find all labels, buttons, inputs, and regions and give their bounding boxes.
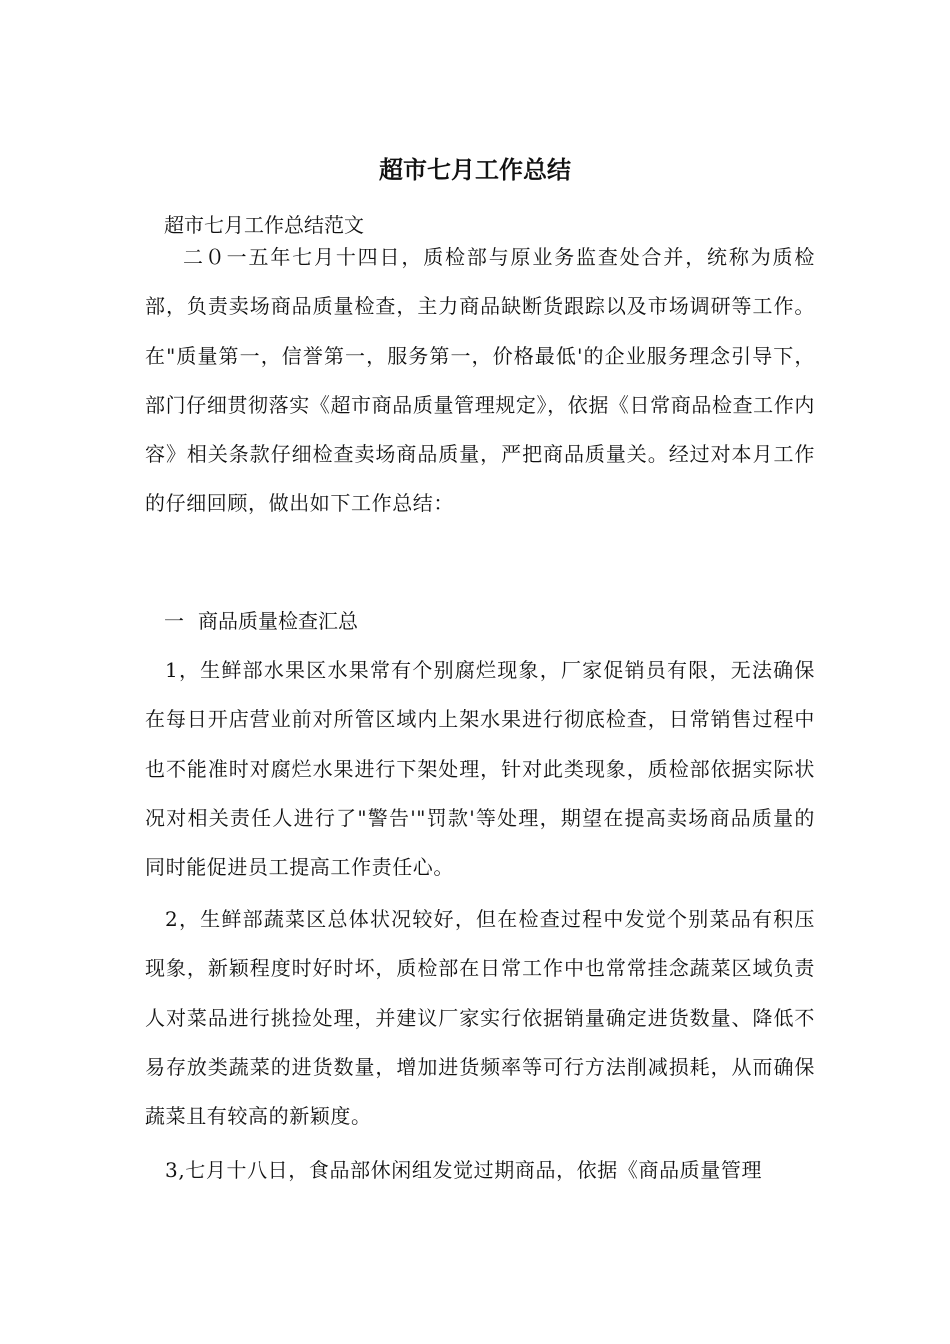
document-title: 超市七月工作总结: [379, 156, 571, 184]
list-item: 1，生鲜部水果区水果常有个别腐烂现象，厂家促销员有限，无法确保在每日开店营业前对所管区域内上架水果进行彻底检查，日常销售过程中也不能准时对腐烂水果进行下架处理，针对此类现象，质检部依据实际状况对相关责任人进行了"警告'"罚款'等处理，期望在提高卖场商品质量的同时能促进员工提高工作责任心。: [145, 658, 815, 880]
document-subtitle: 超市七月工作总结范文: [164, 213, 364, 237]
list-item: 3,七月十八日，食品部休闲组发觉过期商品，依据《商品质量管理: [165, 1158, 763, 1182]
list-item: 2，生鲜部蔬菜区总体状况较好，但在检查过程中发觉个别菜品有积压现象，新颖程度时好时坏，质检部在日常工作中也常常挂念蔬菜区域负责人对菜品进行挑捡处理，并建议厂家实行依据销量确定进货数量、降低不易存放类蔬菜的进货数量，增加进货频率等可行方法削减损耗，从而确保蔬菜且有较高的新颖度。: [145, 907, 815, 1129]
section-number: 一: [164, 609, 184, 633]
section-heading: [164, 604, 358, 638]
intro-paragraph: 二０一五年七月十四日，质检部与原业务监查处合并，统称为质检部，负责卖场商品质量检查，主力商品缺断货跟踪以及市场调研等工作。在"质量第一，信誉第一，服务第一，价格最低'的企业服务理念引导下，部门仔细贯彻落实《超市商品质量管理规定》，依据《日常商品检查工作内容》相关条款仔细检查卖场商品质量，严把商品质量关。经过对本月工作的仔细回顾，做出如下工作总结：: [145, 245, 815, 516]
section-heading-text: 商品质量检查汇总: [198, 609, 358, 633]
